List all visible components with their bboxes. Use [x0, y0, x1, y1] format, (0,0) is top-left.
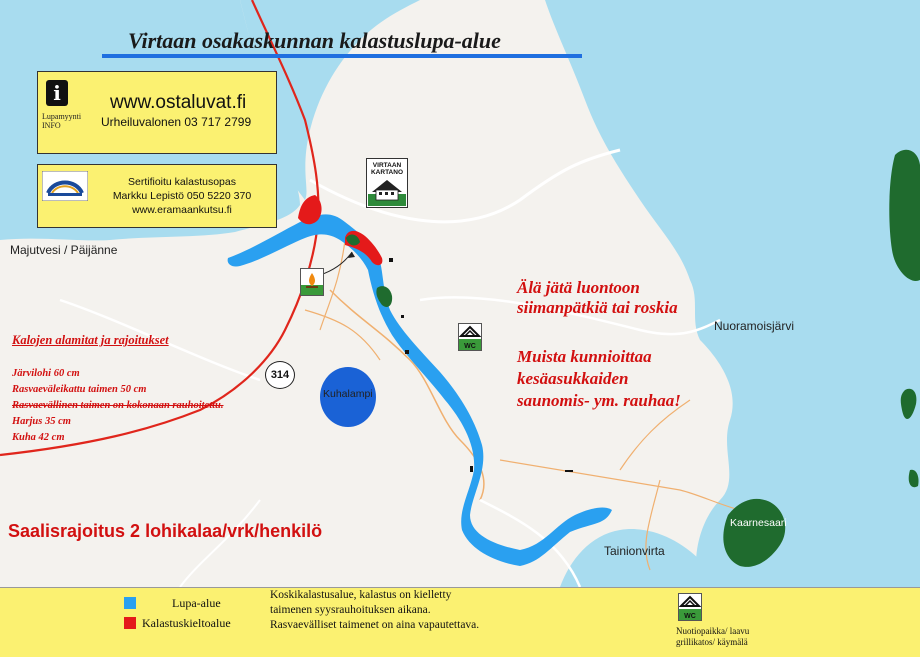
manor-house-icon [368, 176, 406, 206]
legend [0, 587, 920, 657]
message-litter: Älä jätä luontoon siimanpätkiä tai roskia [517, 278, 678, 317]
permit-sales-info-box [37, 71, 277, 154]
place-kuhalampi: Kuhalampi [323, 388, 373, 400]
guide-url[interactable]: www.eramaankutsu.fi [132, 204, 232, 216]
eramaankutsu-logo [42, 171, 88, 201]
rule-item: Harjus 35 cm [12, 416, 71, 427]
rule-item: Rasvaevällinen taimen on kokonaan rauhoitettu. [12, 400, 224, 411]
rules-list [12, 366, 224, 446]
rule-item: Järvilohi 60 cm [12, 368, 80, 379]
fishing-guide-box [37, 164, 277, 228]
highway-314-badge: 314 [265, 361, 295, 389]
info-icon: i [46, 80, 68, 106]
info-caption: Lupamyynti INFO [42, 112, 82, 130]
rules-heading: Kalojen alamitat ja rajoitukset [12, 333, 169, 347]
place-tainionvirta: Tainionvirta [604, 544, 665, 558]
svg-text:WC: WC [464, 343, 476, 350]
catch-limit: Saalisrajoitus 2 lohikalaa/vrk/henkilö [8, 521, 323, 541]
legend-permit-label: Lupa-alue [172, 596, 221, 610]
shelter-wc-icon[interactable] [458, 323, 482, 351]
guide-contact: Sertifioitu kalastusopas Markku Lepistö 050 5220 370 www.eramaankutsu.fi [92, 175, 272, 217]
rule-item: Rasvaeväleikattu taimen 50 cm [12, 384, 147, 395]
legend-shelter-wc-icon [678, 593, 702, 621]
svg-text:WC: WC [684, 613, 696, 620]
legend-permit-swatch [124, 597, 136, 609]
legend-description: Koskikalastusalue, kalastus on kielletty taimenen syysrauhoituksen aikana. Rasvaevälliset taimenet on aina vapautettava. [270, 589, 480, 631]
legend-shelter-label: Nuotiopaikka/ laavu grillikatos/ käymälä [676, 626, 750, 647]
place-nuoramoisjarvi: Nuoramoisjärvi [714, 319, 795, 333]
message-respect: Muista kunnioittaa kesäasukkaiden saunomis- ym. rauhaa! [517, 347, 681, 410]
virtaan-kartano-logo: VIRTAAN KARTANO [366, 158, 408, 208]
rule-item: Kuha 42 cm [12, 432, 65, 443]
permit-sales-phone: Urheiluvalonen 03 717 2799 [101, 115, 252, 129]
map-title: Virtaan osakaskunnan kalastuslupa-alue [128, 28, 501, 53]
place-kaarnesaari: Kaarnesaari [730, 517, 787, 529]
title-underline [102, 54, 582, 58]
campfire-icon[interactable] [300, 268, 324, 296]
legend-no-fishing-swatch [124, 617, 136, 629]
place-majutvesi: Majutvesi / Päijänne [10, 243, 118, 257]
legend-no-fishing-label: Kalastuskieltoalue [142, 616, 231, 630]
permit-sales-url[interactable]: www.ostaluvat.fi [110, 92, 247, 113]
